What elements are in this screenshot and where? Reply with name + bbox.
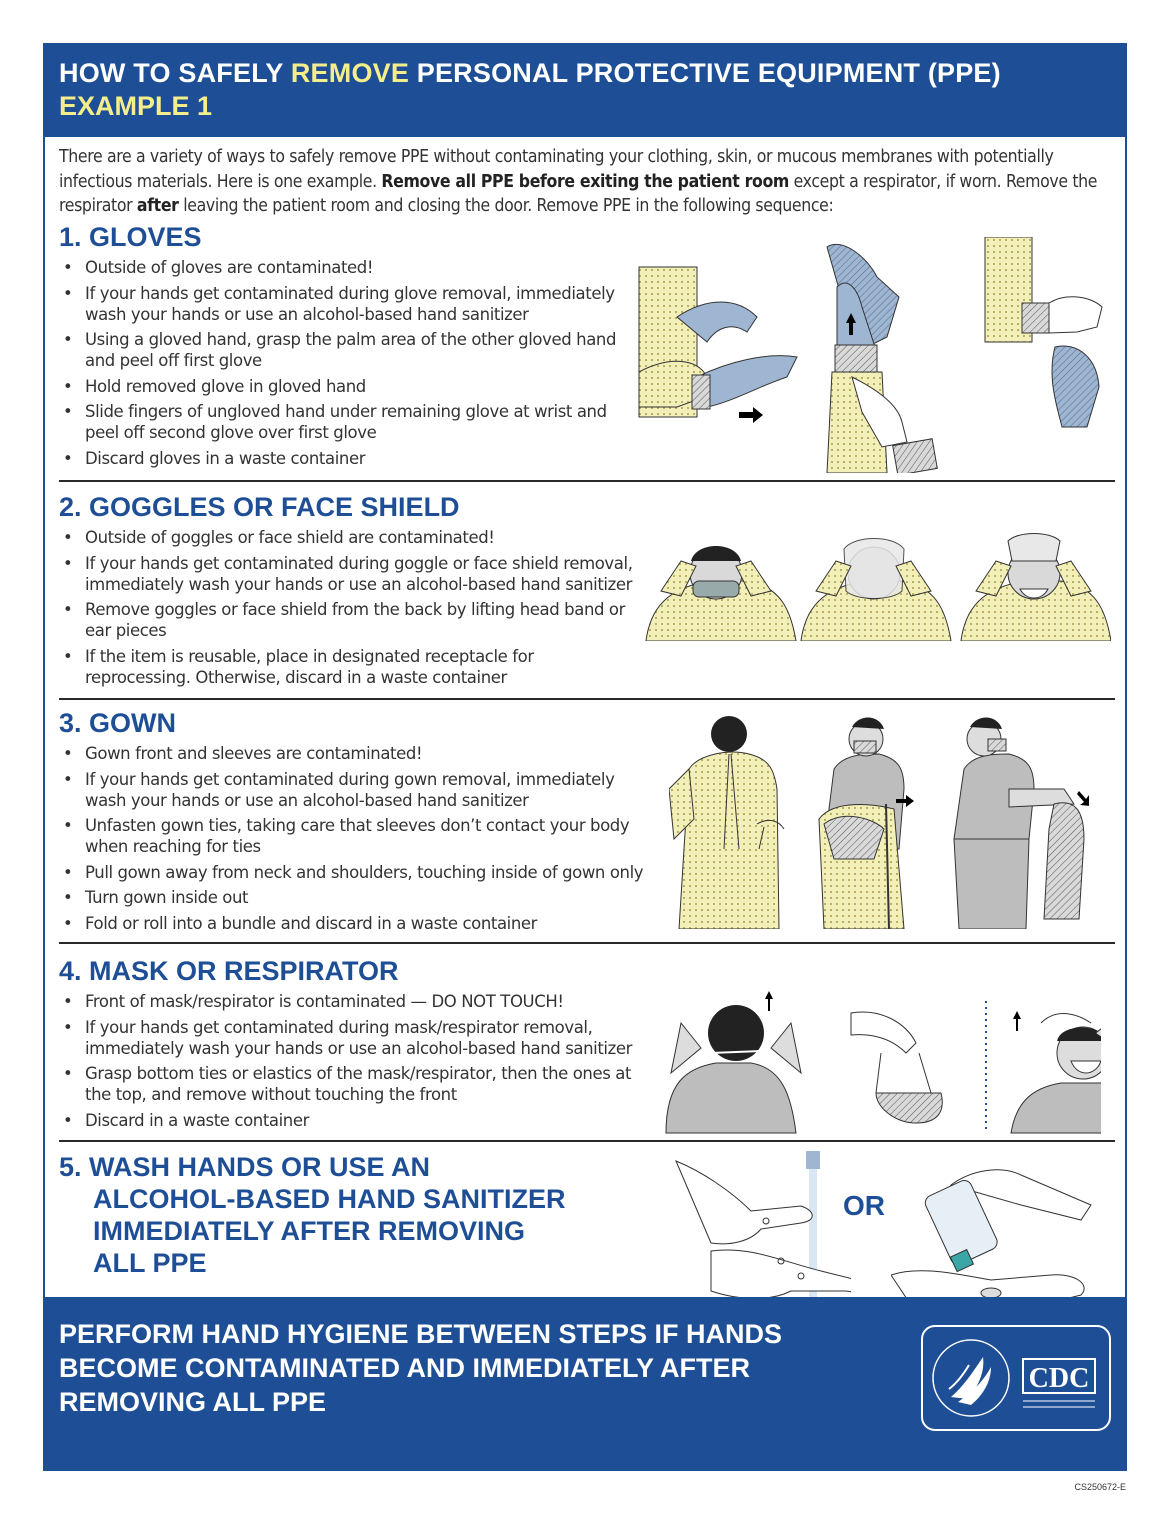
list-item: • If your hands get contaminated during mask/respirator removal, immediately wash your hands or use an alcohol-based hand sanitizer xyxy=(59,1017,639,1059)
list-item: • Slide fingers of ungloved hand under remaining glove at wrist and peel off second glove over first glove xyxy=(59,401,619,443)
gown-step-1-icon xyxy=(669,716,784,929)
list-item: • Outside of goggles or face shield are contaminated! xyxy=(59,527,639,548)
section-divider xyxy=(59,1140,1115,1142)
bullet-list xyxy=(59,991,639,1131)
face-shield-step-2-icon xyxy=(801,539,951,642)
goggles-illustration xyxy=(641,531,1111,641)
mask-step-1-icon xyxy=(666,991,801,1133)
poster-title: HOW TO SAFELY REMOVE PERSONAL PROTECTIVE EQUIPMENT (PPE) xyxy=(59,58,1001,88)
footer-banner xyxy=(45,1297,1125,1469)
gloves-illustration xyxy=(637,237,1107,473)
gown-step-2-icon xyxy=(819,717,914,929)
handwash-icon xyxy=(676,1151,851,1311)
list-item: • Grasp bottom ties or elastics of the mask/respirator, then the ones at the top, and remove without touching the front xyxy=(59,1063,639,1105)
poster-header xyxy=(45,45,1125,137)
glove-step-2-icon xyxy=(827,244,937,473)
section-title-line4: ALL PPE xyxy=(93,1248,207,1278)
cdc-logo-text: CDC xyxy=(1028,1363,1090,1394)
glove-step-3-icon xyxy=(985,237,1102,427)
footer-message: PERFORM HAND HYGIENE BETWEEN STEPS IF HANDS BECOME CONTAMINATED AND IMMEDIATELY AFTER REMOVING ALL PPE xyxy=(59,1319,783,1417)
bullet-list xyxy=(59,257,619,469)
face-shield-step-3-icon xyxy=(961,534,1111,642)
section-title-line1: 5. WASH HANDS OR USE AN xyxy=(59,1152,431,1182)
list-item: • Gown front and sleeves are contaminated! xyxy=(59,743,659,764)
list-item: • Remove goggles or face shield from the back by lifting head band or ear pieces xyxy=(59,599,639,641)
intro-paragraph: There are a variety of ways to safely remove PPE without contaminating your clothing, skin, or mucous membranes with potentially infectious materials. Here is one example. Remove all PPE before exiting the patient room except a respirator, if worn. Remove the respirator after leaving the patient room and closing the door. Remove PPE in the following sequence: xyxy=(59,147,1098,216)
gown-illustration xyxy=(669,709,1089,929)
mask-illustration xyxy=(641,953,1101,1137)
poster-subtitle: EXAMPLE 1 xyxy=(59,91,213,121)
list-item: • If your hands get contaminated during goggle or face shield removal, immediately wash your hands or use an alcohol-based hand sanitizer xyxy=(59,553,639,595)
section-title-line3: IMMEDIATELY AFTER REMOVING xyxy=(93,1216,526,1246)
list-item: • Using a gloved hand, grasp the palm area of the other gloved hand and peel off first glove xyxy=(59,329,619,371)
list-item: • If your hands get contaminated during gown removal, immediately wash your hands or use an alcohol-based hand sanitizer xyxy=(59,769,659,811)
section-title: 4. MASK OR RESPIRATOR xyxy=(59,956,399,986)
list-item: • If your hands get contaminated during glove removal, immediately wash your hands or use an alcohol-based hand sanitizer xyxy=(59,283,619,325)
list-item: • If the item is reusable, place in designated receptacle for reprocessing. Otherwise, discard in a waste container xyxy=(59,646,639,688)
goggles-step-1-icon xyxy=(646,546,796,641)
or-label: OR xyxy=(843,1190,885,1221)
gown-step-3-icon xyxy=(954,717,1089,929)
handwash-illustration xyxy=(671,1151,851,1311)
bullet-list xyxy=(59,743,659,934)
document-code: CS250672-E xyxy=(1074,1482,1126,1492)
list-item: • Fold or roll into a bundle and discard in a waste container xyxy=(59,913,659,934)
mask-step-2-icon xyxy=(851,1012,942,1123)
list-item: • Hold removed glove in gloved hand xyxy=(59,376,619,397)
section-title: 1. GLOVES xyxy=(59,222,202,252)
list-item: • Pull gown away from neck and shoulders, touching inside of gown only xyxy=(59,862,659,883)
list-item: • Unfasten gown ties, taking care that sleeves don’t contact your body when reaching for ties xyxy=(59,815,659,857)
list-item: • Turn gown inside out xyxy=(59,887,659,908)
section-divider xyxy=(59,480,1115,482)
section-divider xyxy=(59,698,1115,700)
list-item: • Discard gloves in a waste container xyxy=(59,448,619,469)
hhs-eagle-icon xyxy=(923,1327,1109,1429)
sanitizer-illustration xyxy=(891,1165,1097,1315)
list-item: • Discard in a waste container xyxy=(59,1110,639,1131)
section-title: 2. GOGGLES OR FACE SHIELD xyxy=(59,492,460,522)
ppe-poster xyxy=(43,43,1127,1471)
section-title-line2: ALCOHOL-BASED HAND SANITIZER xyxy=(93,1184,566,1214)
list-item: • Outside of gloves are contaminated! xyxy=(59,257,619,278)
glove-step-1-icon xyxy=(639,267,797,423)
list-item: • Front of mask/respirator is contaminated — DO NOT TOUCH! xyxy=(59,991,639,1012)
respirator-step-3-icon xyxy=(1011,998,1101,1133)
section-title: 3. GOWN xyxy=(59,708,177,738)
section-divider xyxy=(59,942,1115,944)
hhs-cdc-logo xyxy=(921,1325,1111,1431)
bullet-list xyxy=(59,527,639,688)
hand-sanitizer-icon xyxy=(891,1170,1091,1313)
